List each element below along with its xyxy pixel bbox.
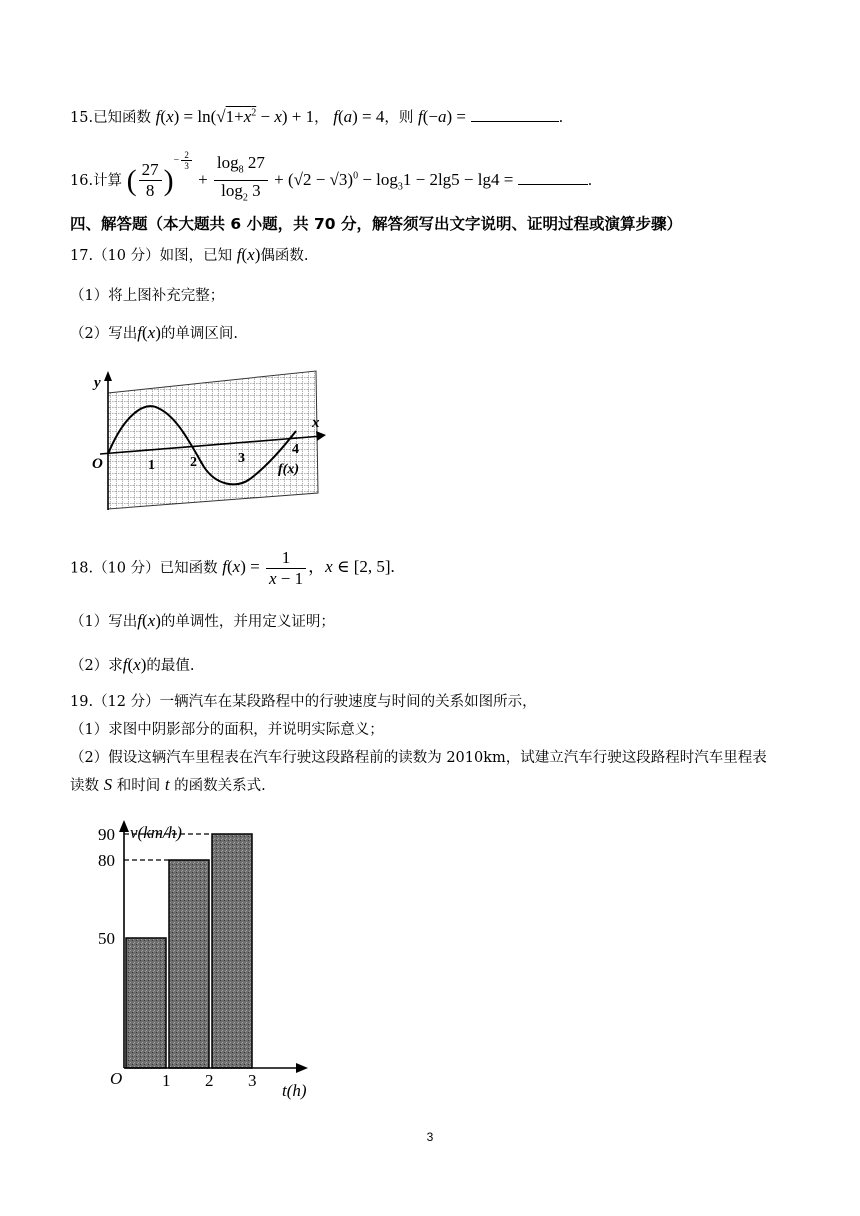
page-number: 3: [426, 1130, 434, 1144]
x-axis-label: x: [312, 415, 320, 431]
q18-part2: （2）求f(x)的最值.: [70, 655, 195, 674]
section-heading: 四、解答题（本大题共 6 小题，共 70 分，解答须写出文字说明、证明过程或演算步骤）: [70, 215, 682, 233]
question-17: 17.（10 分）如图，已知 f(x)偶函数.: [70, 245, 309, 264]
question-15: 15.已知函数 $f(x) = \ln(√1+x^2 - x) + 1$， f(a) = 4，则 f(−a) = .: [70, 107, 564, 126]
y-tick-label: 90: [98, 825, 115, 844]
speed-time-chart: [82, 814, 332, 1104]
q16-expression: ( $\frac{27}{8}$ )$^{- \frac{2}{3}}$ + $\frac{\log_8 27}{\log_2 3}$ + $(√2 - √3)^0 - \log_31 - 2\lg 5 - \lg 4$ =: [126, 150, 518, 204]
q19-part2: （2）假设这辆汽车里程表在汽车行驶这段路程前的读数为 2010km，试建立汽车行驶这段路程时汽车里程表: [70, 750, 767, 766]
bar-1: [126, 938, 166, 1068]
bar-2: [169, 860, 209, 1068]
tick-label: 3: [238, 451, 245, 466]
answer-blank[interactable]: [471, 107, 559, 122]
x-tick-label: 2: [205, 1071, 214, 1090]
q17-part2: （2）写出f(x)的单调区间.: [70, 323, 238, 342]
curve-label: f(x): [278, 462, 299, 477]
y-tick-label: 80: [98, 851, 115, 870]
y-axis-label: y: [94, 375, 101, 391]
question-19: 19.（12 分）一辆汽车在某段路程中的行驶速度与时间的关系如图所示，: [70, 694, 537, 710]
tick-label: 2: [190, 455, 197, 470]
q19-part1: （1）求图中阴影部分的面积，并说明实际意义；: [70, 722, 384, 738]
q19-part2-cont: 读数 S 和时间 t 的函数关系式.: [70, 775, 266, 794]
q17-part1: （1）将上图补充完整；: [70, 288, 225, 304]
answer-blank[interactable]: [518, 170, 588, 185]
q15-function-formula: $f(x) = \ln(√1+x^2 - x) + 1$: [155, 107, 315, 126]
origin-label: O: [92, 456, 103, 472]
q17-function-graph: [86, 365, 326, 525]
y-tick-label: 50: [98, 929, 115, 948]
x-tick-label: 3: [248, 1071, 257, 1090]
x-axis-label: t(h): [282, 1081, 307, 1100]
bar-3: [212, 834, 252, 1068]
q18-part1: （1）写出f(x)的单调性，并用定义证明；: [70, 611, 335, 630]
q18-function-formula: f(x) = $\frac{1}{x - 1}$ ，x ∈ [2, 5].: [222, 548, 395, 588]
origin-label: O: [110, 1069, 123, 1088]
tick-label: 4: [292, 442, 299, 457]
y-axis-label: v(km/h): [130, 823, 182, 842]
x-tick-label: 1: [162, 1071, 171, 1090]
question-18: 18.（10 分）已知函数 f(x) = $\frac{1}{x - 1}$ ，x ∈ [2, 5].: [70, 548, 395, 588]
question-16: 16.计算 ( $\frac{27}{8}$ )$^{- \frac{2}{3}}$ + $\frac{\log_8 27}{\log_2 3}$ + $(√2 - √3)^0 - \log_31 - 2\lg 5 - \lg 4$ = .: [70, 150, 593, 204]
tick-label: 1: [148, 458, 155, 473]
